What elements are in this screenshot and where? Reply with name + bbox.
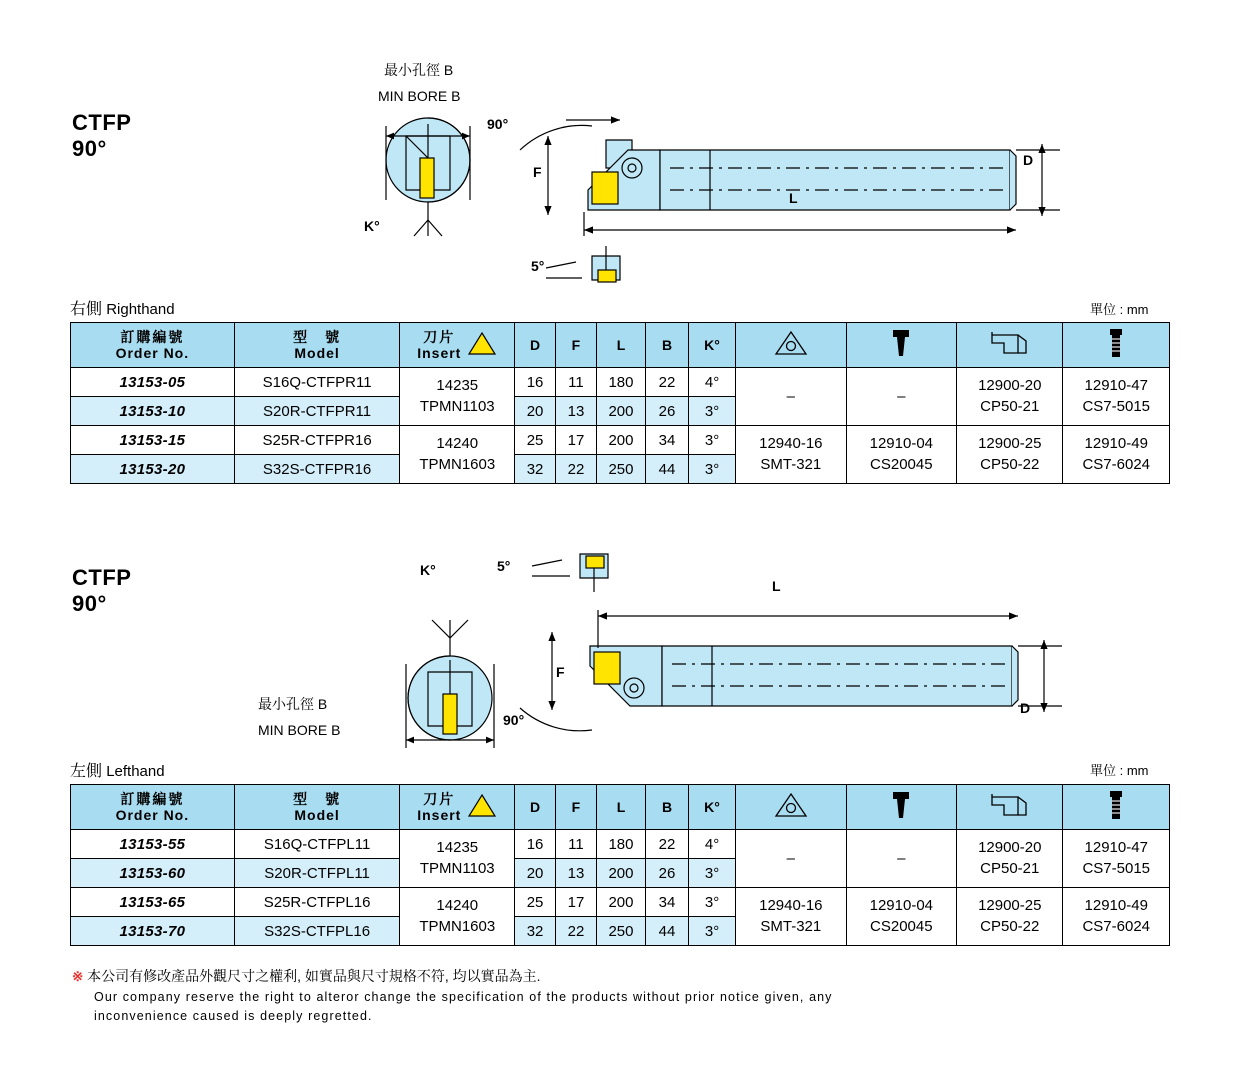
hand-label-en: Righthand [106, 301, 175, 318]
cell-bolt [1063, 888, 1170, 946]
clamp-code-2: 12900-25 [978, 435, 1042, 453]
cell-clamp [957, 368, 1063, 426]
cell-l: 180 [596, 368, 645, 397]
hand-label-righthand [70, 296, 175, 319]
cell-model: S16Q-CTFPL11 [234, 830, 400, 859]
bolt-spec-1: CS7-5015 [1082, 397, 1150, 415]
col-insert [400, 323, 515, 368]
cell-shim: – [736, 368, 847, 426]
hand-label-cn: 右側 [70, 301, 103, 318]
cell-b: 44 [646, 455, 689, 484]
angle-5-label-1: 5° [531, 258, 545, 274]
cell-bolt [1063, 426, 1170, 484]
clamp-icon [988, 791, 1032, 822]
cell-l: 200 [596, 859, 645, 888]
series-title-lefthand [72, 565, 131, 617]
footer-note [72, 966, 1192, 1027]
k-angle-label-2: K° [420, 562, 436, 578]
screw-icon [891, 790, 911, 823]
cell-f: 13 [556, 859, 597, 888]
shim-code-2: 12940-16 [759, 435, 823, 453]
col-bolt [1063, 785, 1170, 830]
cell-bolt [1063, 830, 1170, 888]
cell-b: 44 [646, 917, 689, 946]
col-insert-en: Insert [417, 345, 462, 361]
bolt-icon [1107, 327, 1125, 362]
note-mark: ※ [72, 969, 84, 984]
table-row [71, 888, 1170, 917]
cell-model: S32S-CTFPL16 [234, 917, 400, 946]
cell-order: 13153-20 [71, 455, 235, 484]
table-row [71, 426, 1170, 455]
insert-spec-4: TPMN1603 [419, 917, 496, 935]
series-angle: 90° [72, 135, 107, 161]
cell-d: 16 [515, 830, 556, 859]
spec-table-lefthand [70, 784, 1170, 946]
clamp-code-3: 12900-20 [978, 839, 1042, 857]
cell-order: 13153-70 [71, 917, 235, 946]
table-body-lefthand [71, 830, 1170, 946]
product-drawing-righthand [370, 40, 1200, 300]
col-order-no-en-2: Order No. [115, 807, 190, 823]
cell-order: 13153-10 [71, 397, 235, 426]
cell-l: 180 [596, 830, 645, 859]
d-label-1: D [1023, 152, 1034, 168]
screw-code-2: 12910-04 [869, 435, 934, 453]
screw-code-4: 12910-04 [869, 897, 934, 915]
insert-code-4: 14240 [436, 897, 479, 915]
cell-b: 34 [646, 426, 689, 455]
cell-order: 13153-15 [71, 426, 235, 455]
bolt-icon [1107, 789, 1125, 824]
min-bore-label-en-1: MIN BORE B [378, 88, 461, 104]
product-drawing-lefthand [280, 548, 1200, 778]
col-model [234, 323, 400, 368]
triangle-insert-icon [467, 792, 497, 821]
col-f: F [556, 323, 597, 368]
shim-triangle-icon [774, 791, 808, 822]
col-b: B [646, 323, 689, 368]
col-order-no-cn: 訂購編號 [120, 328, 185, 345]
col-clamp [957, 323, 1063, 368]
insert-spec-3: TPMN1103 [419, 859, 495, 877]
l-label-2: L [772, 578, 781, 594]
cell-d: 20 [515, 397, 556, 426]
cell-clamp [957, 830, 1063, 888]
col-shim [736, 785, 847, 830]
cell-insert [400, 830, 515, 888]
table-row [71, 368, 1170, 397]
shim-code-4: 12940-16 [759, 897, 823, 915]
cell-d: 20 [515, 859, 556, 888]
min-bore-label-cn-2: 最小孔徑 B [258, 696, 328, 712]
shim-spec-4: SMT-321 [760, 917, 822, 935]
col-l: L [596, 785, 645, 830]
cell-f: 11 [556, 368, 597, 397]
cell-bolt [1063, 368, 1170, 426]
bolt-code-4: 12910-49 [1084, 897, 1148, 915]
angle-90-label-1: 90° [487, 116, 509, 132]
col-d: D [515, 323, 556, 368]
cell-insert [400, 426, 515, 484]
bolt-spec-2: CS7-6024 [1082, 455, 1150, 473]
cell-screw: – [846, 830, 957, 888]
min-bore-label-cn-1: 最小孔徑 B [384, 62, 454, 78]
col-order-no [71, 785, 235, 830]
clamp-spec-3: CP50-21 [980, 859, 1040, 877]
col-screw [846, 785, 957, 830]
cell-clamp [957, 426, 1063, 484]
cell-order: 13153-60 [71, 859, 235, 888]
angle-5-label-2: 5° [497, 558, 511, 574]
col-k: K° [689, 785, 736, 830]
cell-model: S20R-CTFPR11 [234, 397, 400, 426]
note-cn: 本公司有修改產品外觀尺寸之權利, 如實品與尺寸規格不符, 均以實品為主. [87, 968, 541, 984]
cell-model: S25R-CTFPL16 [234, 888, 400, 917]
cell-f: 22 [556, 455, 597, 484]
clamp-spec-4: CP50-22 [980, 917, 1040, 935]
cell-f: 11 [556, 830, 597, 859]
insert-spec-2: TPMN1603 [419, 455, 496, 473]
clamp-spec-1: CP50-21 [980, 397, 1040, 415]
col-model-cn: 型 號 [293, 328, 342, 345]
cell-shim [736, 888, 847, 946]
f-label-2: F [556, 664, 565, 680]
cell-k: 3° [689, 426, 736, 455]
insert-code-1: 14235 [436, 377, 479, 395]
cell-k: 3° [689, 397, 736, 426]
hand-label-cn-2: 左側 [70, 763, 103, 780]
cell-l: 250 [596, 455, 645, 484]
cell-shim [736, 426, 847, 484]
col-insert-en-2: Insert [417, 807, 462, 823]
cell-f: 17 [556, 426, 597, 455]
cell-l: 200 [596, 888, 645, 917]
cell-screw: – [846, 368, 957, 426]
screw-icon [891, 328, 911, 361]
cell-d: 16 [515, 368, 556, 397]
f-label-1: F [533, 164, 542, 180]
cell-l: 200 [596, 397, 645, 426]
col-clamp [957, 785, 1063, 830]
col-insert-cn: 刀片 [423, 328, 456, 345]
table-header-row [71, 785, 1170, 830]
col-screw [846, 323, 957, 368]
d-label-2: D [1020, 700, 1031, 716]
cell-b: 22 [646, 830, 689, 859]
clamp-code-4: 12900-25 [978, 897, 1042, 915]
series-name-2: CTFP [72, 565, 132, 590]
table-header-row [71, 323, 1170, 368]
cell-screw [846, 888, 957, 946]
cell-k: 3° [689, 888, 736, 917]
clamp-code-1: 12900-20 [978, 377, 1042, 395]
unit-label-1: 單位 : mm [1090, 302, 1149, 317]
screw-spec-4: CS20045 [870, 917, 933, 935]
cell-b: 26 [646, 397, 689, 426]
col-insert-cn-2: 刀片 [423, 790, 456, 807]
col-order-no [71, 323, 235, 368]
col-model [234, 785, 400, 830]
cell-k: 3° [689, 455, 736, 484]
cell-order: 13153-05 [71, 368, 235, 397]
shim-triangle-icon [774, 329, 808, 360]
col-insert [400, 785, 515, 830]
angle-90-label-2: 90° [503, 712, 525, 728]
table-body-righthand [71, 368, 1170, 484]
clamp-spec-2: CP50-22 [980, 455, 1040, 473]
series-angle-2: 90° [72, 590, 107, 616]
col-shim [736, 323, 847, 368]
shim-spec-2: SMT-321 [760, 455, 822, 473]
cell-f: 22 [556, 917, 597, 946]
cell-model: S16Q-CTFPR11 [234, 368, 400, 397]
cell-order: 13153-55 [71, 830, 235, 859]
col-k: K° [689, 323, 736, 368]
cell-f: 13 [556, 397, 597, 426]
cell-k: 4° [689, 368, 736, 397]
col-l: L [596, 323, 645, 368]
cell-insert [400, 368, 515, 426]
spec-table-righthand [70, 322, 1170, 484]
cell-k: 3° [689, 917, 736, 946]
col-b: B [646, 785, 689, 830]
col-model-cn-2: 型 號 [293, 790, 342, 807]
cell-f: 17 [556, 888, 597, 917]
cell-model: S25R-CTFPR16 [234, 426, 400, 455]
col-d: D [515, 785, 556, 830]
insert-code-2: 14240 [436, 435, 479, 453]
insert-spec-1: TPMN1103 [419, 397, 495, 415]
series-name: CTFP [72, 110, 132, 135]
cell-screw [846, 426, 957, 484]
min-bore-label-en-2: MIN BORE B [258, 722, 341, 738]
col-f: F [556, 785, 597, 830]
note-en-line1: Our company reserve the right to alteror change the specification of the products without prior notice given, any [94, 989, 833, 1004]
cell-d: 25 [515, 888, 556, 917]
bolt-spec-3: CS7-5015 [1082, 859, 1150, 877]
cell-k: 4° [689, 830, 736, 859]
k-angle-label-1: K° [364, 218, 380, 234]
cell-l: 200 [596, 426, 645, 455]
bolt-code-1: 12910-47 [1084, 377, 1148, 395]
cell-shim: – [736, 830, 847, 888]
bolt-code-2: 12910-49 [1084, 435, 1148, 453]
col-order-no-en: Order No. [115, 345, 190, 361]
cell-order: 13153-65 [71, 888, 235, 917]
l-label-1: L [789, 190, 798, 206]
col-model-en: Model [294, 345, 340, 361]
unit-label-2: 單位 : mm [1090, 763, 1149, 778]
hand-label-lefthand [70, 758, 165, 781]
cell-d: 25 [515, 426, 556, 455]
cell-b: 34 [646, 888, 689, 917]
cell-b: 22 [646, 368, 689, 397]
cell-clamp [957, 888, 1063, 946]
bolt-code-3: 12910-47 [1084, 839, 1148, 857]
cell-model: S20R-CTFPL11 [234, 859, 400, 888]
cell-b: 26 [646, 859, 689, 888]
screw-spec-2: CS20045 [870, 455, 933, 473]
col-bolt [1063, 323, 1170, 368]
series-title-righthand [72, 110, 131, 162]
clamp-icon [988, 329, 1032, 360]
table-row [71, 830, 1170, 859]
hand-label-en-2: Lefthand [106, 763, 165, 780]
insert-code-3: 14235 [436, 839, 479, 857]
col-order-no-cn-2: 訂購編號 [120, 790, 185, 807]
bolt-spec-4: CS7-6024 [1082, 917, 1150, 935]
cell-insert [400, 888, 515, 946]
cell-d: 32 [515, 917, 556, 946]
cell-d: 32 [515, 455, 556, 484]
note-en-line2: inconvenience caused is deeply regretted. [94, 1009, 373, 1024]
triangle-insert-icon [467, 330, 497, 359]
cell-k: 3° [689, 859, 736, 888]
cell-model: S32S-CTFPR16 [234, 455, 400, 484]
col-model-en-2: Model [294, 807, 340, 823]
cell-l: 250 [596, 917, 645, 946]
